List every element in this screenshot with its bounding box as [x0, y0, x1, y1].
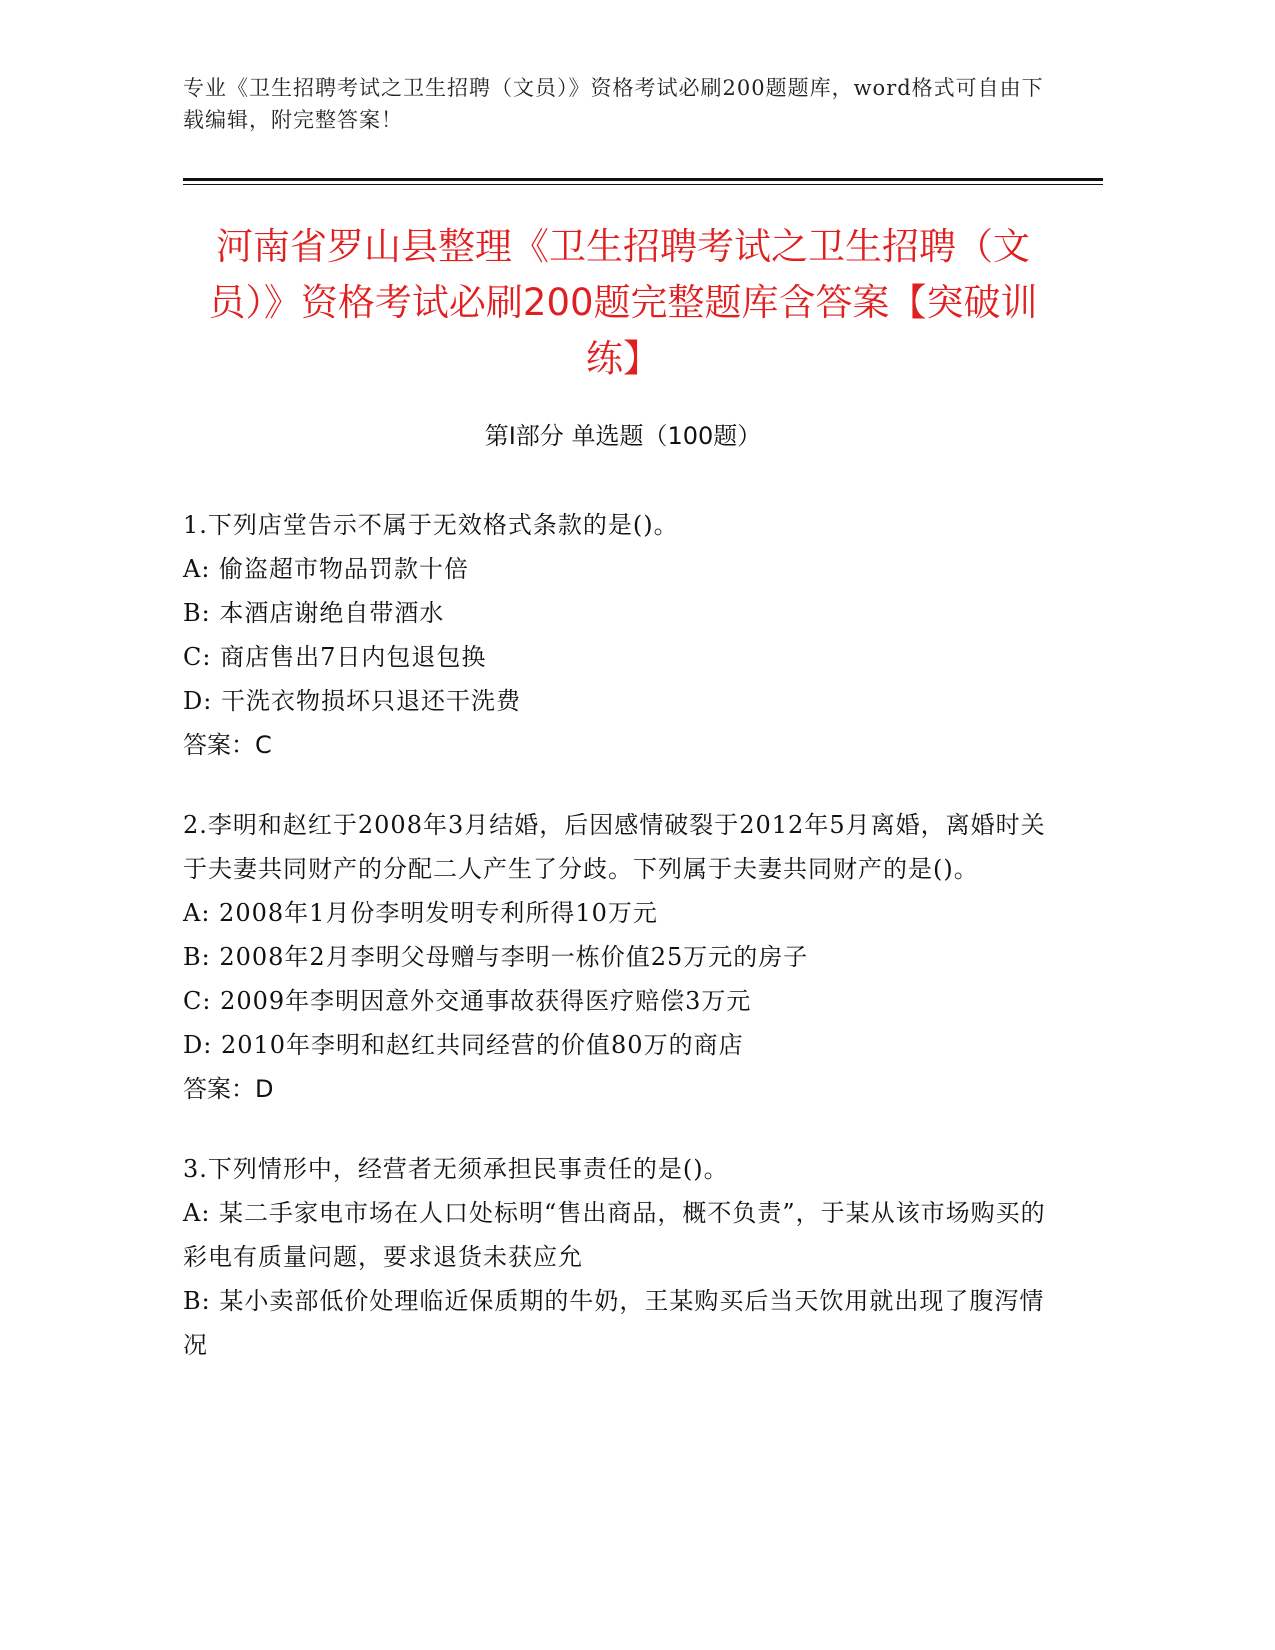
- question-stem: 3.下列情形中，经营者无须承担民事责任的是()。: [183, 1155, 729, 1183]
- option-a: A: 某二手家电市场在人口处标明“售出商品，概不负责”，于某从该市场购买的彩电有质量问题，要求退货未获应允: [183, 1199, 1046, 1271]
- answer: 答案：D: [183, 1075, 274, 1103]
- section-heading: 第Ⅰ部分 单选题（100题）: [484, 422, 762, 450]
- option-c: C: 商店售出7日内包退包换: [183, 643, 487, 671]
- question-list: [183, 503, 1063, 1403]
- option-a: A: 偷盗超市物品罚款十倍: [183, 555, 470, 583]
- option-a: A: 2008年1月份李明发明专利所得10万元: [183, 899, 658, 927]
- question-stem: 1.下列店堂告示不属于无效格式条款的是()。: [183, 511, 679, 539]
- option-b: B: 本酒店谢绝自带酒水: [183, 599, 445, 627]
- header-divider-thick: [183, 178, 1103, 181]
- document-title: 河南省罗山县整理《卫生招聘考试之卫生招聘（文员）》资格考试必刷200题完整题库含答案【突破训练】: [208, 225, 1038, 380]
- option-b: B: 2008年2月李明父母赠与李明一栋价值25万元的房子: [183, 943, 809, 971]
- option-d: D: 干洗衣物损坏只退还干洗费: [183, 687, 521, 715]
- header-note: 专业《卫生招聘考试之卫生招聘（文员）》资格考试必刷200题题库，word格式可自由下载编辑，附完整答案！: [183, 76, 1044, 132]
- header-divider-thin: [183, 184, 1103, 185]
- question-stem: 2.李明和赵红于2008年3月结婚，后因感情破裂于2012年5月离婚，离婚时关于夫妻共同财产的分配二人产生了分歧。下列属于夫妻共同财产的是()。: [183, 811, 1046, 883]
- question-1: [183, 503, 1063, 767]
- question-3: [183, 1147, 1063, 1367]
- answer: 答案：C: [183, 731, 272, 759]
- option-d: D: 2010年李明和赵红共同经营的价值80万的商店: [183, 1031, 744, 1059]
- option-c: C: 2009年李明因意外交通事故获得医疗赔偿3万元: [183, 987, 752, 1015]
- question-2: [183, 803, 1063, 1111]
- option-b: B: 某小卖部低价处理临近保质期的牛奶，王某购买后当天饮用就出现了腹泻情况: [183, 1287, 1045, 1359]
